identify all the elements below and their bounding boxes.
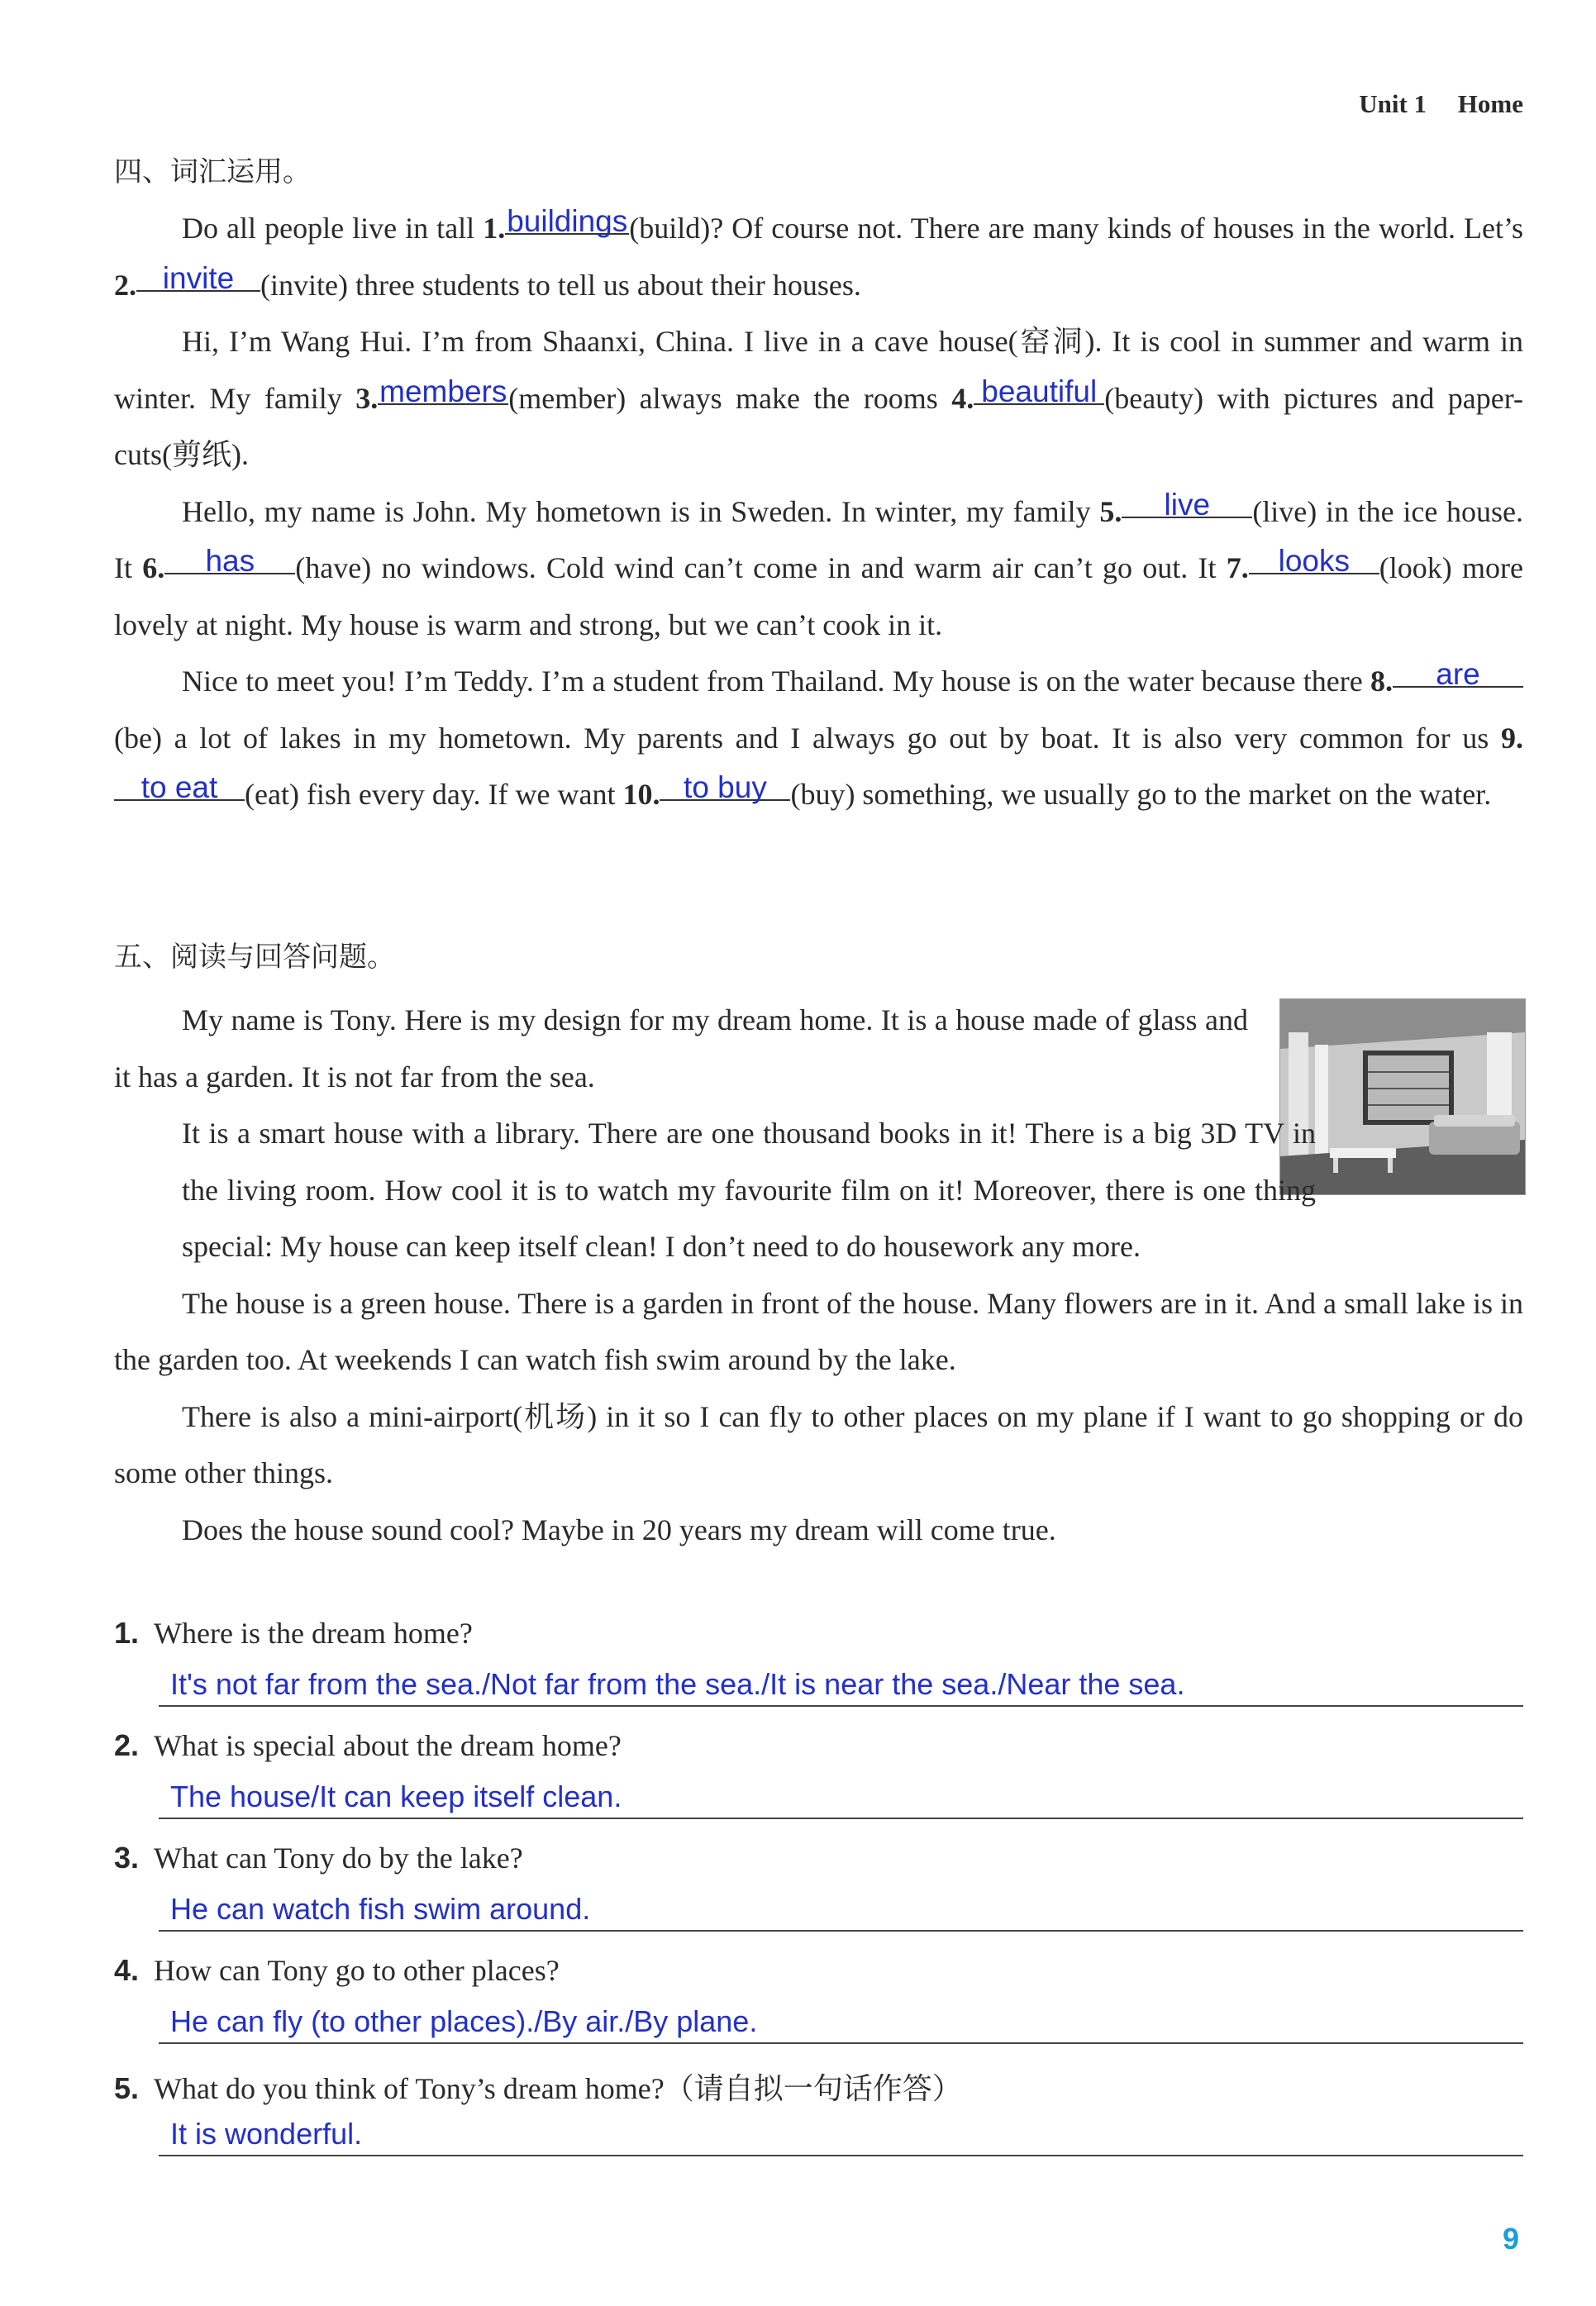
blank-9[interactable]: to eat bbox=[114, 766, 245, 801]
paragraph-wang-hui: Hi, I’m Wang Hui. I’m from Shaanxi, China. I live in a cave house(窑洞). It is cool in summer and warm in winter. My family 3.members(member) always make the rooms 4. beautiful (beauty) with pictures and paper-cuts(剪纸). bbox=[114, 325, 1524, 471]
blank-7[interactable]: looks bbox=[1249, 540, 1379, 574]
answer-line bbox=[159, 2155, 1523, 2156]
vocabulary-passage bbox=[114, 200, 1523, 823]
reading-paragraph-4: There is also a mini-airport(机场) in it so I can fly to other places on my plane if I want to go shopping or do some other things. bbox=[114, 1399, 1523, 1489]
blank-8[interactable]: are bbox=[1393, 653, 1523, 688]
blank-2[interactable]: invite bbox=[136, 257, 260, 292]
answer-3[interactable]: He can watch fish swim around. bbox=[170, 1892, 591, 1926]
unit-title: Home bbox=[1457, 89, 1523, 118]
section-5-title: 五、阅读与回答问题。 bbox=[114, 941, 395, 974]
answer-line bbox=[159, 1705, 1523, 1707]
blank-1[interactable]: buildings bbox=[505, 200, 629, 235]
answer-4[interactable]: He can fly (to other places)./By air./By plane. bbox=[170, 2004, 758, 2038]
reading-paragraph-1: My name is Tony. Here is my design for my dream home. It is a house made of glass and it has a garden. It is not far from the sea. bbox=[114, 1003, 1248, 1093]
paragraph-john: Hello, my name is John. My hometown is in Sweden. In winter, my family 5. live (live) in the ice house. It 6. has (have) no windows. Cold wind can’t come in and warm air can’t go out. It 7. looks (look) more lovely at night. My house is warm and strong, but we can’t cook in it. bbox=[114, 484, 1523, 654]
blank-10[interactable]: to buy bbox=[660, 766, 790, 801]
answer-5[interactable]: It is wonderful. bbox=[170, 2117, 363, 2151]
page-header bbox=[1334, 89, 1523, 119]
answer-1[interactable]: It's not far from the sea./Not far from the sea./It is near the sea./Near the sea. bbox=[170, 1667, 1185, 1701]
paragraph-intro: Do all people live in tall 1.buildings(build)? Of course not. There are many kinds of houses in the world. Let’s 2. invite (invite) three students to tell us about their houses. bbox=[114, 200, 1523, 313]
unit-label: Unit 1 bbox=[1359, 89, 1427, 118]
answer-line bbox=[159, 2042, 1523, 2044]
answer-line bbox=[159, 1818, 1523, 1819]
paragraph-teddy: Nice to meet you! I’m Teddy. I’m a student from Thailand. My house is on the water because there 8. are(be) a lot of lakes in my hometown. My parents and I always go out by boat. It is also very common for us 9.to eat (eat) fish every day. If we want 10. to buy (buy) something, we usually go to the market on the water. bbox=[114, 653, 1523, 823]
page-number: 9 bbox=[1503, 2222, 1520, 2256]
reading-paragraph-2: It is a smart house with a library. There are one thousand books in it! There is a big 3D TV in the living room. How cool it is to watch my favourite film on it! Moreover, there is one thing special: My house can keep itself clean! I don’t need to do housework any more. bbox=[182, 1117, 1316, 1263]
answer-line bbox=[159, 1930, 1523, 1932]
blank-5[interactable]: live bbox=[1122, 484, 1252, 518]
section-4-title: 四、词汇运用。 bbox=[114, 155, 311, 188]
reading-paragraph-5: Does the house sound cool? Maybe in 20 years my dream will come true. bbox=[182, 1513, 1056, 1546]
reading-paragraph-3: The house is a green house. There is a garden in front of the house. Many flowers are in it. And a small lake is in the garden too. At weekends I can watch fish swim around by the lake. bbox=[114, 1286, 1523, 1376]
blank-4[interactable]: beautiful bbox=[974, 370, 1104, 405]
worksheet-page: Unit 1 Home 四、词汇运用。 Do all people live in tall 1.buildings(build)? Of course not. There are many kinds of houses in the world. Let’s 2. invite (invite) three students to tell us about their houses. Hi, I’m Wang Hui. I’m from Shaanxi, China. I live in a cave house(窑洞). It is cool in summer and warm in winter. My family 3.members(member) always make the rooms 4. beautiful (beauty) with pictures and paper-cuts(剪纸). Hello, my name is John. My hometown is in Sweden. In winter, my family 5. live (live) in the ice house. It 6. has (have) no windows. Cold wind can’t come in and warm air can’t go out. It 7. looks (look) more lovely at night. My house is warm and strong, but we can’t cook in it. Nice to meet you! I’m Teddy. I’m a student from Thailand. My house is on the water because there 8. are(be) a lot of lakes in my hometown. My parents and I always go out by boat. It is also very common for us 9.to eat (eat) fish every day. If we want 10. to buy (buy) something, we usually go to the market on the water. 五、阅读与回答问题。 My name is Tony. Here is my design for my dream home. It is a house made of glass and it has a garden. It is not far from the sea. It is a smart house with a library. There are one thousand books in it! There is a big 3D TV in the living room. How cool it is to watch my favourite film on it! Moreover, there is one thing special: My house can keep itself clean! I don’t need to do housework any more. The house is a green house. There is a garden in front of the house. Many flowers are in it. And a small lake is in the garden too. At weekends I can watch fish swim around by the lake. There is also a mini-airport(机场) in it so I can fly to other places on my plane if I want to go shopping or do some other things. Does the house sound cool? Maybe in 20 years my dream will come true. 1. Where is the dream home? It's not far from the sea./Not far from the sea./It is near the sea./Near the sea. 2. What is special about the dream home? The house/It can keep itself clean. 3. What can Tony do by the lake? He can watch fish swim around. 4. How can Tony go to other places? He can fly (to other places)./By air./By plane. 5. What do you think of Tony’s dream home?（请自拟一句话作答） It is wonderful. 9 bbox=[0, 0, 1596, 2306]
blank-6[interactable]: has bbox=[164, 540, 295, 574]
reading-passage bbox=[114, 992, 1523, 1558]
answer-2[interactable]: The house/It can keep itself clean. bbox=[170, 1780, 622, 1813]
blank-3[interactable]: members bbox=[378, 370, 508, 405]
